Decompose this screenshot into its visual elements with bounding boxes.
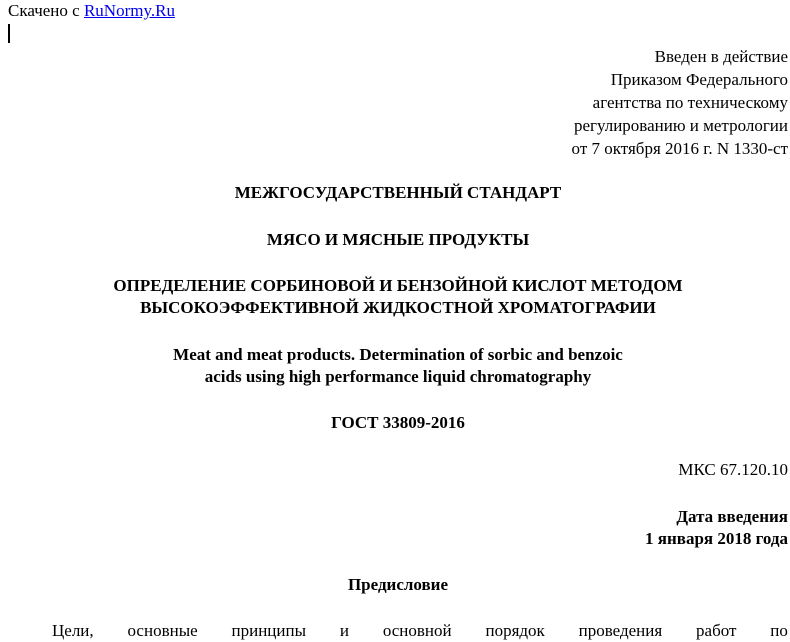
source-line bbox=[8, 0, 175, 22]
intro-line: агентства по техническому bbox=[592, 93, 788, 112]
effective-date-value: 1 января 2018 года bbox=[645, 529, 788, 548]
subtitle-ru-line: ОПРЕДЕЛЕНИЕ СОРБИНОВОЙ И БЕНЗОЙНОЙ КИСЛОТ МЕТОДОМ bbox=[113, 276, 683, 295]
paragraph-word: основные bbox=[127, 621, 198, 640]
standard-type-heading: МЕЖГОСУДАРСТВЕННЫЙ СТАНДАРТ bbox=[234, 183, 562, 202]
intro-line: Введен в действие bbox=[654, 47, 788, 66]
paragraph-word: по bbox=[770, 621, 788, 640]
preface-paragraph bbox=[52, 620, 788, 642]
mks-code: МКС 67.120.10 bbox=[678, 460, 788, 479]
paragraph-word: работ bbox=[696, 621, 737, 640]
subtitle-ru bbox=[0, 275, 790, 319]
preface-heading: Предисловие bbox=[347, 575, 449, 594]
subtitle-ru-line: ВЫСОКОЭФФЕКТИВНОЙ ЖИДКОСТНОЙ ХРОМАТОГРАФИИ bbox=[140, 298, 656, 317]
paragraph-word: проведения bbox=[578, 621, 663, 640]
title-en bbox=[0, 344, 790, 388]
intro-line: от 7 октября 2016 г. N 1330-ст bbox=[571, 139, 788, 158]
effective-date-block bbox=[645, 506, 788, 550]
gost-number: ГОСТ 33809-2016 bbox=[331, 413, 465, 432]
intro-line: регулированию и метрологии bbox=[573, 116, 788, 135]
paragraph-word: основной bbox=[382, 621, 452, 640]
title-ru: МЯСО И МЯСНЫЕ ПРОДУКТЫ bbox=[266, 230, 530, 249]
source-link[interactable]: RuNormy.Ru bbox=[83, 1, 175, 20]
intro-block bbox=[572, 45, 788, 160]
source-prefix: Скачено с bbox=[8, 1, 84, 20]
paragraph-word: Цели, bbox=[52, 621, 94, 640]
paragraph-word: принципы bbox=[231, 621, 307, 640]
intro-line: Приказом Федерального bbox=[610, 70, 788, 89]
effective-date-label: Дата введения bbox=[676, 507, 788, 526]
title-en-line: Meat and meat products. Determination of sorbic and benzoic bbox=[173, 345, 623, 364]
paragraph-word: и bbox=[339, 621, 349, 640]
title-en-line: acids using high performance liquid chromatography bbox=[204, 367, 592, 386]
text-cursor bbox=[8, 24, 10, 43]
paragraph-word: порядок bbox=[485, 621, 545, 640]
